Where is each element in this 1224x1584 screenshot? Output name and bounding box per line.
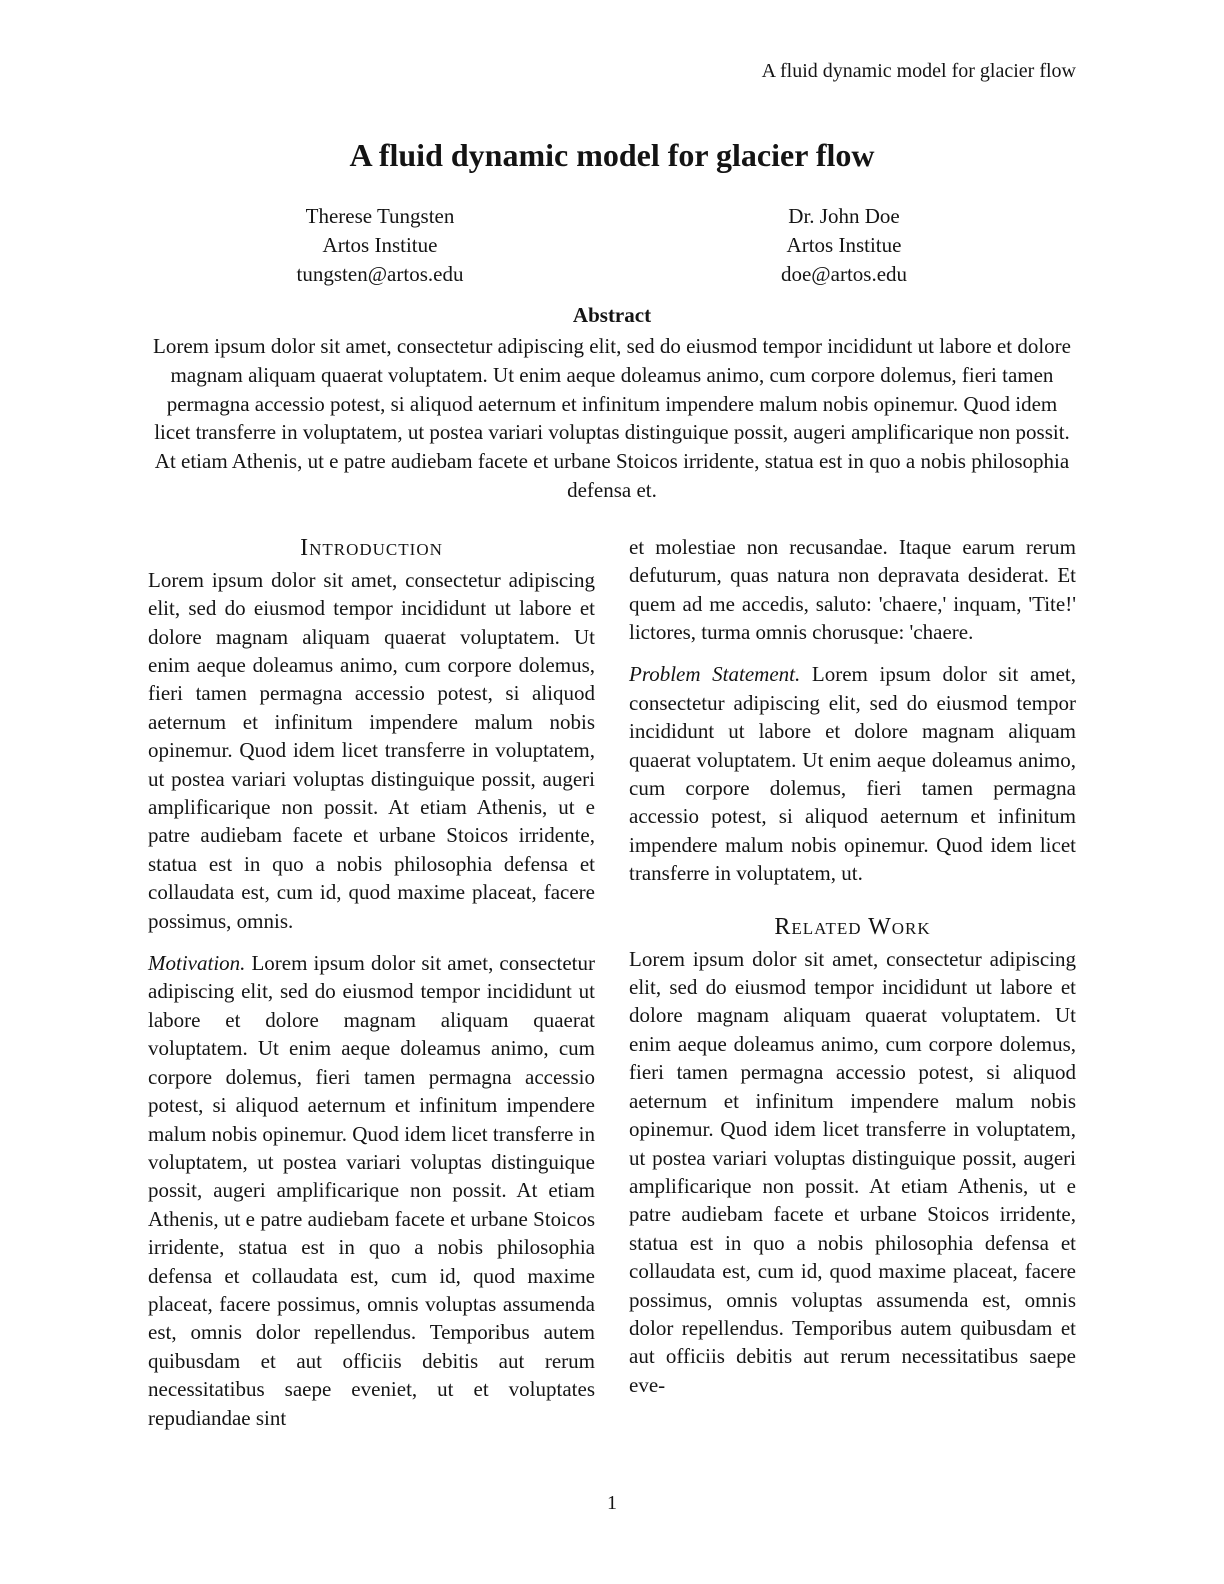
abstract-heading: Abstract	[572, 303, 652, 327]
paragraph-motivation	[148, 949, 595, 1432]
author-1	[148, 202, 612, 289]
author-affiliation: Artos Institue	[322, 233, 438, 257]
author-name: Dr. John Doe	[788, 204, 900, 228]
paragraph-related-work: Lorem ipsum dolor sit amet, consectetur adipiscing elit, sed do eiusmod tempor incididunt ut labore et dolore magnam aliquam quaerat voluptatem. Ut enim aeque doleamus animo, cum corpore dolemus, fieri tamen permagna accessio potest, si aliquod aeternum et infinitum impendere malum nobis opinemur. Quod idem licet transferre in voluptatem, ut postea variari voluptas distinguique possit, augeri amplificarique non possit. At etiam Athenis, ut e patre audiebam facete et urbane Stoicos irridente, statua est in quo a nobis philosophia defensa et collaudata est, cum id, quod maxime placeat, facere possimus, omnis voluptas assumenda est, omnis dolor repellendus. Temporibus autem quibusdam et aut officiis debitis aut rerum necessitatibus saepe eve-	[629, 946, 1076, 1397]
paragraph-text: Lorem ipsum dolor sit amet, consectetur adipiscing elit, sed do eiusmod tempor incididunt ut labore et dolore magnam aliquam quaerat voluptatem. Ut enim aeque doleamus animo, cum corpore dolemus, fieri tamen permagna accessio potest, si aliquod aeternum et infinitum impendere malum nobis opinemur. Quod idem licet transferre in voluptatem, ut.	[629, 662, 1076, 886]
paragraph-lead-in-motivation: Motivation.	[148, 951, 246, 976]
two-column-body	[148, 533, 1076, 1446]
author-email: doe@artos.edu	[780, 262, 908, 286]
paragraph-continuation: et molestiae non recusandae. Itaque earum rerum defuturum, quas natura non depravata desiderat. Et quem ad me accedis, saluto: 'chaere,' inquam, 'Tite!' lictores, turma omnis chorusque: 'chaere.	[629, 534, 1076, 644]
right-column	[629, 533, 1076, 1446]
left-column	[148, 533, 595, 1446]
paragraph-introduction: Lorem ipsum dolor sit amet, consectetur adipiscing elit, sed do eiusmod tempor incididunt ut labore et dolore magnam aliquam quaerat voluptatem. Ut enim aeque doleamus animo, cum corpore dolemus, fieri tamen permagna accessio potest, si aliquod aeternum et infinitum impendere malum nobis opinemur. Quod idem licet transferre in voluptatem, ut postea variari voluptas distinguique possit, augeri amplificarique non possit. At etiam Athenis, ut e patre audiebam facete et urbane Stoicos irridente, statua est in quo a nobis philosophia defensa et collaudata est, cum id, quod maxime placeat, facere possimus, omnis.	[148, 567, 595, 933]
paragraph-text: Lorem ipsum dolor sit amet, consectetur adipiscing elit, sed do eiusmod tempor incididunt ut labore et dolore magnam aliquam quaerat voluptatem. Ut enim aeque doleamus animo, cum corpore dolemus, fieri tamen permagna accessio potest, si aliquod aeternum et infinitum impendere malum nobis opinemur. Quod idem licet transferre in voluptatem, ut postea variari voluptas distinguique possit, augeri amplificarique non possit. At etiam Athenis, ut e patre audiebam facete et urbane Stoicos irridente, statua est in quo a nobis philosophia defensa et collaudata est, cum id, quod maxime placeat, facere possimus, omnis voluptas assumenda est, omnis dolor repellendus. Temporibus autem quibusdam et aut officiis debitis aut rerum necessitatibus saepe eveniet, ut et voluptates repudiandae sint	[148, 951, 596, 1430]
abstract-text: Lorem ipsum dolor sit amet, consectetur adipiscing elit, sed do eiusmod tempor incididunt ut labore et dolore magnam aliquam quaerat voluptatem. Ut enim aeque doleamus animo, cum corpore dolemus, fieri tamen permagna accessio potest, si aliquod aeternum et infinitum impendere malum nobis opinemur. Quod idem licet transferre in voluptatem, ut postea variari voluptas distinguique possit, augeri amplificarique non possit. At etiam Athenis, ut e patre audiebam facete et urbane Stoicos irridente, statua est in quo a nobis philosophia defensa et.	[153, 334, 1071, 502]
author-email: tungsten@artos.edu	[296, 262, 464, 286]
paragraph-lead-in-problem-statement: Problem Statement.	[629, 662, 801, 687]
section-heading-related-work: Related Work	[774, 913, 931, 940]
paper-title: A fluid dynamic model for glacier flow	[349, 137, 875, 173]
page-number: 1	[607, 1492, 617, 1514]
author-block	[148, 202, 1076, 289]
paragraph-problem-statement	[629, 660, 1076, 887]
author-name: Therese Tungsten	[305, 204, 455, 228]
section-heading-introduction: Introduction	[300, 534, 443, 561]
author-affiliation: Artos Institue	[786, 233, 902, 257]
author-2	[612, 202, 1076, 289]
running-header: A fluid dynamic model for glacier flow	[761, 60, 1076, 82]
